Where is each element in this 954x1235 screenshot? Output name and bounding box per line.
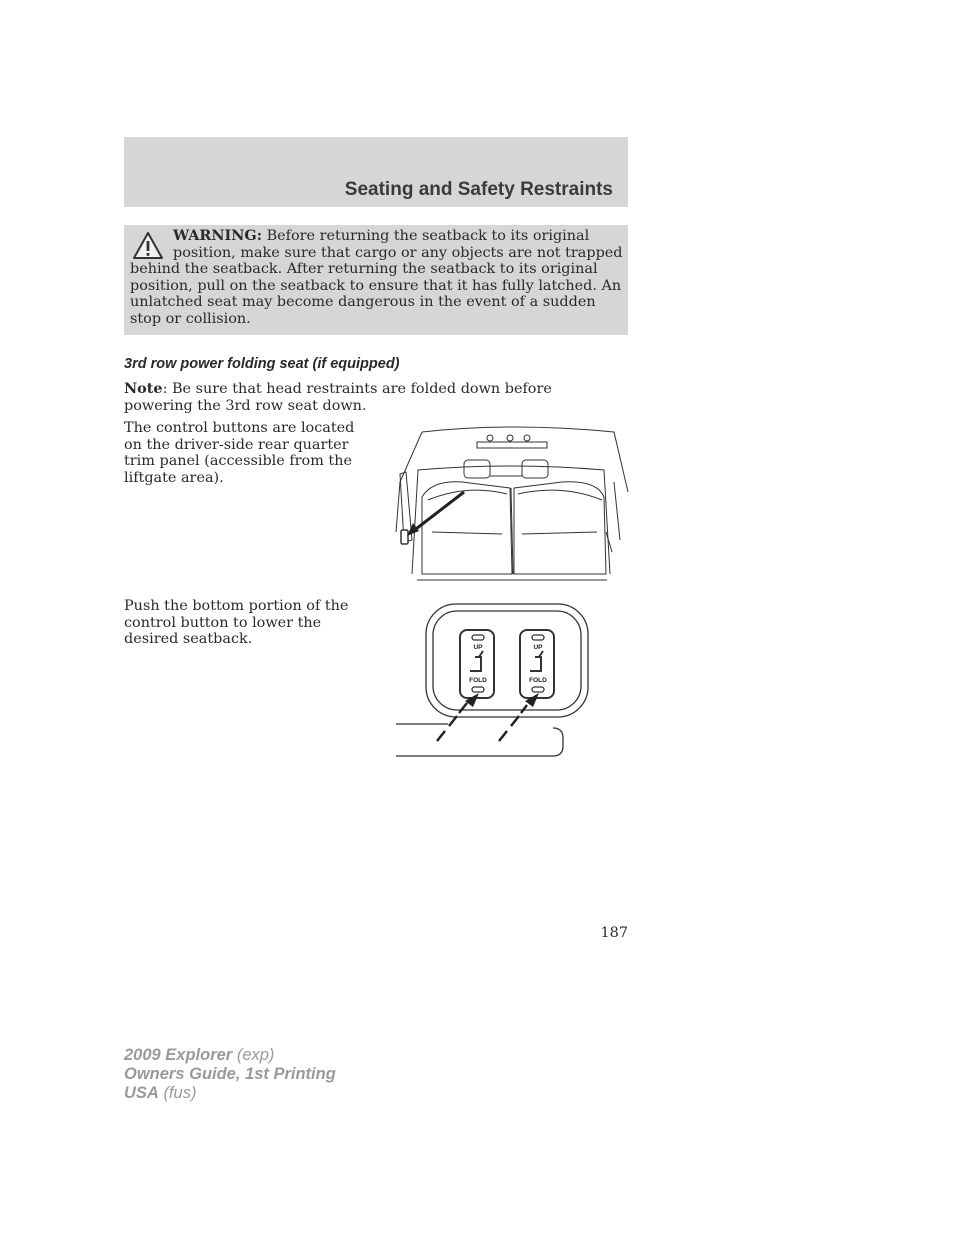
left-fold-label: FOLD xyxy=(469,677,487,684)
footer-market: USA xyxy=(124,1084,159,1102)
footer-model-code: (exp) xyxy=(236,1046,275,1064)
warning-label: WARNING: xyxy=(173,227,263,244)
footer-line3 xyxy=(124,1084,336,1103)
warning-line1: Before returning the seatback to its original xyxy=(266,228,590,244)
left-up-label: UP xyxy=(473,644,483,651)
note-paragraph xyxy=(124,381,624,414)
footer-model: 2009 Explorer xyxy=(124,1046,233,1064)
control-buttons-illustration xyxy=(393,601,593,761)
header-band xyxy=(124,137,628,207)
footer-market-code: (fus) xyxy=(163,1084,197,1102)
paragraph-push-button: Push the bottom portion of the control button to lower the desired seatback. xyxy=(124,598,349,647)
warning-box xyxy=(124,225,628,335)
footer-line2 xyxy=(124,1065,336,1084)
page-number: 187 xyxy=(600,925,628,941)
footer-printing: Owners Guide, 1st Printing xyxy=(124,1065,336,1083)
warning-text xyxy=(130,228,624,327)
subheading: 3rd row power folding seat (if equipped) xyxy=(124,356,400,372)
note-label: Note xyxy=(124,380,163,397)
footer xyxy=(124,1046,336,1103)
note-text: : Be sure that head restraints are folded down before powering the 3rd row seat down. xyxy=(124,381,552,414)
warning-line2: position, make sure that cargo or any objects are not trapped xyxy=(173,244,623,261)
right-up-label: UP xyxy=(533,644,543,651)
paragraph-control-location: The control buttons are located on the driver-side rear quarter trim panel (accessible from the liftgate area). xyxy=(124,420,355,486)
section-title: Seating and Safety Restraints xyxy=(344,179,613,200)
right-fold-label: FOLD xyxy=(529,677,547,684)
vehicle-interior-illustration xyxy=(392,422,632,582)
footer-line1 xyxy=(124,1046,336,1065)
warning-rest: behind the seatback. After returning the seatback to its original position, pull on the seatback to ensure that it has fully latched. An unlatched seat may become dangerous in the event of a sudden stop or collision. xyxy=(130,261,622,327)
